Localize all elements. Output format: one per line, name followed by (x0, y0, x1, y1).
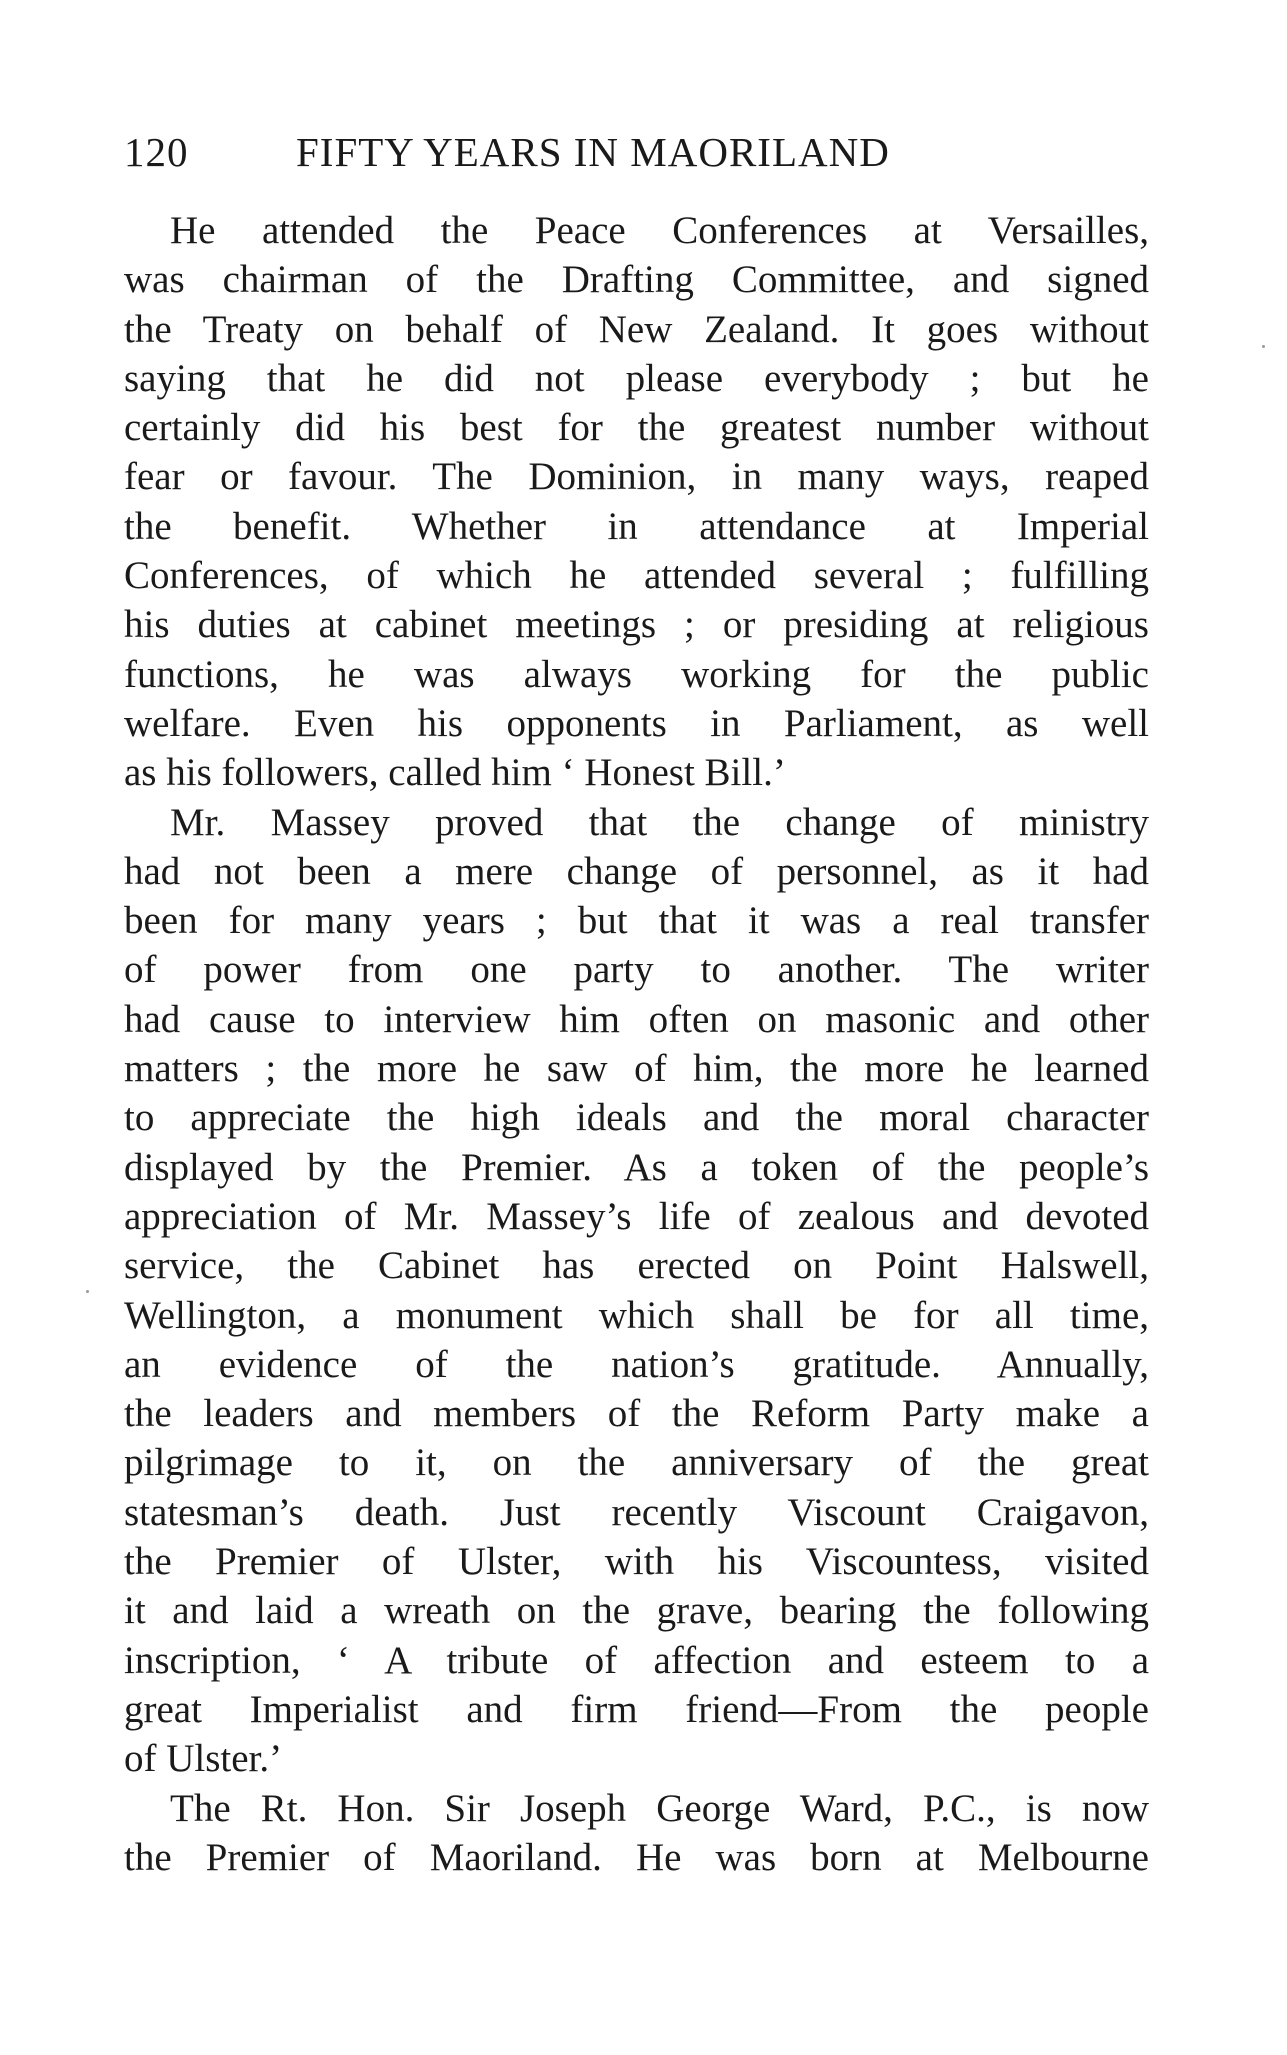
page-number: 120 (124, 129, 189, 175)
text-line: as his followers, called him ‘ Honest Bill.’ (124, 751, 786, 795)
paragraph (124, 1784, 1149, 1883)
text-line: displayed by the Premier. As a token of the people’s (124, 1145, 1149, 1189)
text-line: fear or favour. The Dominion, in many ways, reaped (124, 455, 1149, 499)
text-line: statesman’s death. Just recently Viscount Craigavon, (124, 1490, 1149, 1534)
text-line: it and laid a wreath on the grave, bearing the following (124, 1589, 1149, 1633)
text-line: service, the Cabinet has erected on Point Halswell, (124, 1244, 1149, 1288)
text-line: of power from one party to another. The writer (124, 948, 1149, 992)
text-line: the leaders and members of the Reform Party make a (124, 1392, 1149, 1436)
body-text (124, 206, 1149, 1882)
text-line: pilgrimage to it, on the anniversary of the great (124, 1441, 1149, 1485)
text-line: to appreciate the high ideals and the moral character (124, 1096, 1149, 1140)
text-line: the Treaty on behalf of New Zealand. It goes without (124, 307, 1149, 351)
text-line: certainly did his best for the greatest number without (124, 406, 1149, 450)
text-line: of Ulster.’ (124, 1737, 283, 1781)
text-line: Conferences, of which he attended several ; fulfilling (124, 554, 1149, 598)
paper-speck (86, 1290, 89, 1293)
text-line: the Premier of Ulster, with his Viscountess, visited (124, 1540, 1149, 1584)
text-line: had not been a mere change of personnel, as it had (124, 849, 1149, 893)
paragraph (124, 206, 1149, 798)
running-head: FIFTY YEARS IN MAORILAND (296, 129, 890, 175)
paper-speck (1262, 345, 1265, 348)
text-line: an evidence of the nation’s gratitude. Annually, (124, 1342, 1149, 1386)
text-line: great Imperialist and firm friend—From the people (124, 1687, 1149, 1731)
text-line: was chairman of the Drafting Committee, and signed (124, 258, 1149, 302)
text-line: appreciation of Mr. Massey’s life of zealous and devoted (124, 1194, 1149, 1238)
text-line: The Rt. Hon. Sir Joseph George Ward, P.C., is now (170, 1786, 1149, 1830)
page-header (124, 128, 1144, 188)
text-line: Mr. Massey proved that the change of ministry (170, 800, 1149, 844)
text-line: had cause to interview him often on masonic and other (124, 997, 1149, 1041)
text-line: Wellington, a monument which shall be for all time, (124, 1293, 1149, 1337)
text-line: saying that he did not please everybody ; but he (124, 356, 1149, 400)
text-line: been for many years ; but that it was a real transfer (124, 899, 1149, 943)
text-line: He attended the Peace Conferences at Versailles, (170, 209, 1149, 252)
text-line: welfare. Even his opponents in Parliament, as well (124, 701, 1149, 745)
text-line: his duties at cabinet meetings ; or presiding at religious (124, 603, 1149, 647)
text-line: inscription, ‘ A tribute of affection and esteem to a (124, 1638, 1149, 1682)
text-line: functions, he was always working for the public (124, 652, 1149, 696)
text-line: the benefit. Whether in attendance at Imperial (124, 504, 1149, 548)
text-line: matters ; the more he saw of him, the more he learned (124, 1047, 1149, 1091)
text-line: the Premier of Maoriland. He was born at Melbourne (124, 1835, 1149, 1879)
paragraph (124, 798, 1149, 1784)
